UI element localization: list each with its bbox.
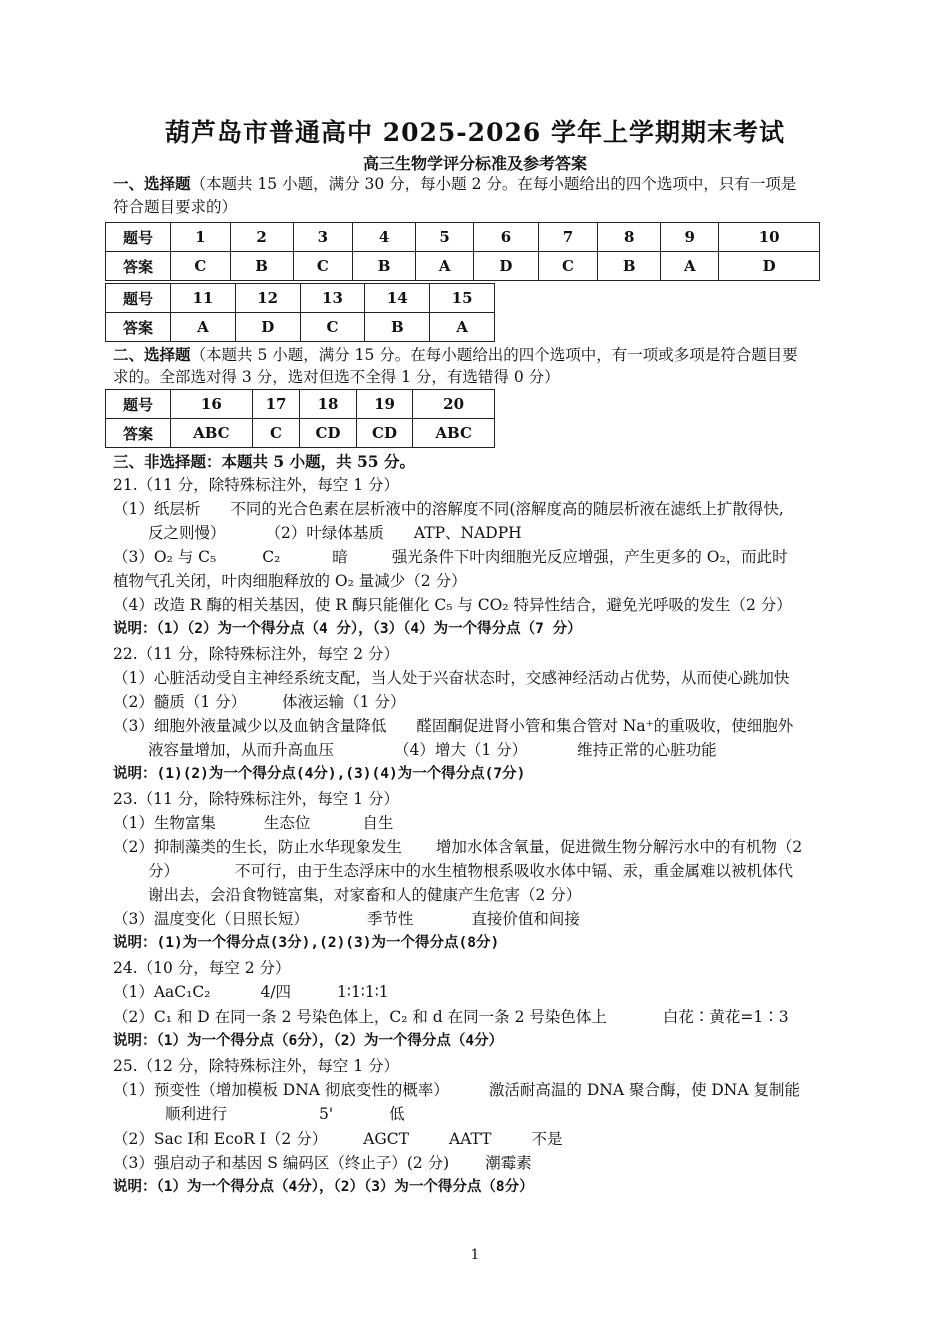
question-number: 16 — [171, 390, 253, 419]
table-row-answers — [106, 252, 820, 281]
q25-answer-4b: 潮霉素 — [485, 1154, 532, 1172]
q24-line2 — [113, 1006, 789, 1028]
q23-answer-2b: 增加水体含氧量，促进微生物分解污水中的有机物（2 — [435, 838, 803, 856]
q21-line5: （4）改造 R 酶的相关基因，使 R 酶只能催化 C₅ 与 CO₂ 特异性结合，避免光呼吸的发生（2 分） — [113, 596, 792, 614]
question-number: 20 — [413, 390, 495, 419]
answer-cell: C — [171, 252, 231, 281]
q21-line4: 植物气孔关闭，叶肉细胞释放的 O₂ 量减少（2 分） — [113, 572, 467, 590]
q25-answer-2b: 5' — [319, 1105, 334, 1123]
answer-cell: C — [293, 252, 353, 281]
q23-answer-1a: （1）生物富集 — [113, 814, 216, 832]
answer-table-2 — [105, 283, 495, 342]
row-label-answer: 答案 — [106, 419, 171, 448]
q23-answer-1b: 生态位 — [263, 814, 311, 832]
answer-cell: A — [661, 252, 719, 281]
section1-intro — [113, 173, 796, 195]
q25-line1 — [113, 1079, 800, 1101]
q24-answer-1c: 1∶1∶1∶1 — [337, 983, 389, 1001]
q22-line2 — [113, 691, 405, 713]
answer-cell: D — [474, 252, 538, 281]
q25-answer-3c: AATT — [449, 1130, 492, 1148]
q22-answer-4b: （4）增大（1 分） — [394, 741, 528, 759]
q21-answer-3a: （3）O₂ 与 C₅ — [113, 548, 217, 566]
row-label-answer: 答案 — [106, 313, 171, 342]
answer-cell: CD — [356, 419, 412, 448]
q25-line2 — [165, 1103, 405, 1125]
section1-heading: 一、选择题 — [113, 174, 191, 193]
page-subtitle: 高三生物学评分标准及参考答案 — [362, 154, 587, 173]
q23-answer-5b: 季节性 — [366, 910, 414, 928]
q24-scoring-note: 说明：（1）为一个得分点（6分），（2）为一个得分点（4分） — [113, 1033, 504, 1049]
table-row-numbers — [106, 223, 820, 252]
q25-line3 — [113, 1128, 563, 1150]
row-label-question: 题号 — [106, 223, 171, 252]
section2-desc-line2: 求的。全部选对得 3 分，选对但选不全得 1 分，有选错得 0 分） — [113, 368, 560, 386]
question-number: 10 — [719, 223, 820, 252]
answer-table-1 — [105, 222, 820, 281]
q23-answer-5a: （3）温度变化（日照长短） — [113, 910, 309, 928]
answer-cell: B — [353, 252, 416, 281]
question-number: 3 — [293, 223, 353, 252]
page-title: 葫芦岛市普通高中 2025-2026 学年上学期期末考试 — [165, 118, 785, 147]
q21-answer-2b: （2）叶绿体基质 — [265, 524, 384, 542]
q25-answer-3d: 不是 — [531, 1130, 563, 1148]
question-number: 9 — [661, 223, 719, 252]
section2-desc-line1: （本题共 5 小题，满分 15 分。在每小题给出的四个选项中，有一项或多项是符合题目要 — [190, 346, 798, 364]
q22-line4 — [148, 739, 717, 761]
q25-answer-2a: 顺利进行 — [165, 1105, 228, 1123]
answer-cell: A — [171, 313, 236, 342]
q22-line1: （1）心脏活动受自主神经系统支配，当人处于兴奋状态时，交感神经活动占优势，从而使心跳加快 — [113, 669, 790, 687]
q22-answer-4a: 液容量增加，从而升高血压 — [148, 741, 335, 759]
q25-answer-3a: （2）Sac Ⅰ和 EcoR Ⅰ（2 分） — [113, 1130, 328, 1148]
answer-cell: C — [252, 419, 300, 448]
q21-line2 — [148, 522, 522, 544]
answer-cell: A — [416, 252, 474, 281]
question-number: 5 — [416, 223, 474, 252]
answer-cell: CD — [300, 419, 356, 448]
answer-cell: ABC — [413, 419, 495, 448]
question-number: 18 — [300, 390, 356, 419]
answer-cell: C — [300, 313, 365, 342]
q21-answer-1b: 不同的光合色素在层析液中的溶解度不同(溶解度高的随层析液在滤纸上扩散得快, — [230, 500, 784, 518]
q24-line1 — [113, 981, 389, 1003]
q24-answer-2b: 白花∶黄花=1∶3 — [662, 1008, 789, 1026]
section1-desc-line1: （本题共 15 小题，满分 30 分，每小题 2 分。在每小题给出的四个选项中，只有一项是 — [190, 175, 797, 193]
q25-scoring-note: 说明：（1）为一个得分点（4分），（2）（3）为一个得分点（8分） — [113, 1179, 534, 1195]
q23-line3 — [148, 860, 793, 882]
section2-intro — [113, 344, 798, 366]
question-number: 19 — [356, 390, 412, 419]
q24-answer-2a: （2）C₁ 和 D 在同一条 2 号染色体上，C₂ 和 d 在同一条 2 号染色体上 — [113, 1008, 607, 1026]
q22-answer-2b: 体液运输（1 分） — [282, 693, 406, 711]
q23-line4: 谢出去，会沿食物链富集，对家畜和人的健康产生危害（2 分） — [148, 886, 582, 904]
question-number: 14 — [365, 284, 430, 313]
row-label-answer: 答案 — [106, 252, 171, 281]
answer-cell: A — [430, 313, 495, 342]
question-number: 17 — [252, 390, 300, 419]
q22-answer-2a: （2）髓质（1 分） — [113, 693, 247, 711]
q21-line1 — [113, 498, 784, 520]
q21-answer-1a: （1）纸层析 — [113, 500, 201, 518]
q22-line3 — [113, 715, 793, 737]
q23-line2 — [113, 836, 802, 858]
answer-cell: B — [598, 252, 661, 281]
q22-answer-3b: 醛固酮促进肾小管和集合管对 Na⁺的重吸收，使细胞外 — [416, 717, 794, 735]
q25-answer-3b: AGCT — [363, 1130, 409, 1148]
q21-answer-3d: 强光条件下叶肉细胞光反应增强，产生更多的 O₂，而此时 — [391, 548, 788, 566]
q23-answer-5c: 直接价值和间接 — [471, 910, 580, 928]
q24-answer-1b: 4/四 — [260, 983, 292, 1001]
q21-line3 — [113, 546, 788, 568]
q24-answer-1a: （1）AaC₁C₂ — [113, 983, 211, 1001]
row-label-question: 题号 — [106, 390, 171, 419]
q25-answer-2c: 低 — [389, 1105, 405, 1123]
q25-answer-1b: 激活耐高温的 DNA 聚合酶，使 DNA 复制能 — [488, 1081, 800, 1099]
section3-heading: 三、非选择题：本题共 5 小题，共 55 分。 — [113, 452, 415, 471]
q25-answer-4a: （3）强启动子和基因 S 编码区（终止子）(2 分) — [113, 1154, 450, 1172]
page-number: 1 — [470, 1247, 480, 1263]
question-number: 6 — [474, 223, 538, 252]
q21-answer-2a: 反之则慢） — [148, 524, 226, 542]
q23-answer-3b: 不可行，由于生态浮床中的水生植物根系吸收水体中镉、汞，重金属难以被机体代 — [235, 862, 794, 880]
answer-table-3 — [105, 389, 495, 448]
table-row-answers — [106, 419, 495, 448]
q21-scoring-note: 说明：（1）（2）为一个得分点（4 分），（3）（4）为一个得分点（7 分） — [113, 621, 582, 637]
section1-desc-line2: 符合题目要求的） — [113, 198, 238, 216]
q23-answer-2a: （2）抑制藻类的生长，防止水华现象发生 — [113, 838, 402, 856]
answer-cell: B — [230, 252, 293, 281]
q24-header: 24.（10 分，每空 2 分） — [113, 959, 291, 977]
question-number: 1 — [171, 223, 231, 252]
question-number: 8 — [598, 223, 661, 252]
q21-header: 21.（11 分，除特殊标注外，每空 1 分） — [113, 476, 400, 494]
q25-answer-1a: （1）预变性（增加模板 DNA 彻底变性的概率） — [113, 1081, 449, 1099]
question-number: 12 — [235, 284, 300, 313]
q21-answer-3b: C₂ — [262, 548, 281, 566]
row-label-question: 题号 — [106, 284, 171, 313]
table-row-numbers — [106, 284, 495, 313]
q23-scoring-note: 说明：(1)为一个得分点(3分),(2)(3)为一个得分点(8分) — [113, 935, 500, 951]
answer-cell: D — [235, 313, 300, 342]
q22-answer-4c: 维持正常的心脏功能 — [577, 741, 717, 759]
table-row-answers — [106, 313, 495, 342]
q22-answer-3a: （3）细胞外液量减少以及血钠含量降低 — [113, 717, 387, 735]
answer-cell: ABC — [171, 419, 253, 448]
q25-line4 — [113, 1152, 532, 1174]
q22-header: 22.（11 分，除特殊标注外，每空 2 分） — [113, 645, 400, 663]
q23-answer-3a: 分） — [148, 862, 180, 880]
q23-answer-1c: 自生 — [362, 814, 394, 832]
table-row-numbers — [106, 390, 495, 419]
q23-line1 — [113, 812, 393, 834]
answer-cell: D — [719, 252, 820, 281]
section2-heading: 二、选择题 — [113, 345, 191, 364]
q23-header: 23.（11 分，除特殊标注外，每空 1 分） — [113, 790, 400, 808]
q21-answer-2c: ATP、NADPH — [413, 524, 522, 542]
q21-answer-3c: 暗 — [332, 548, 348, 566]
answer-cell: B — [365, 313, 430, 342]
question-number: 15 — [430, 284, 495, 313]
question-number: 13 — [300, 284, 365, 313]
question-number: 4 — [353, 223, 416, 252]
q25-header: 25.（12 分，除特殊标注外，每空 1 分） — [113, 1057, 400, 1075]
q23-line5 — [113, 908, 580, 930]
question-number: 2 — [230, 223, 293, 252]
answer-cell: C — [538, 252, 598, 281]
question-number: 7 — [538, 223, 598, 252]
question-number: 11 — [171, 284, 236, 313]
q22-scoring-note: 说明：(1)(2)为一个得分点(4分),(3)(4)为一个得分点(7分) — [113, 766, 526, 782]
